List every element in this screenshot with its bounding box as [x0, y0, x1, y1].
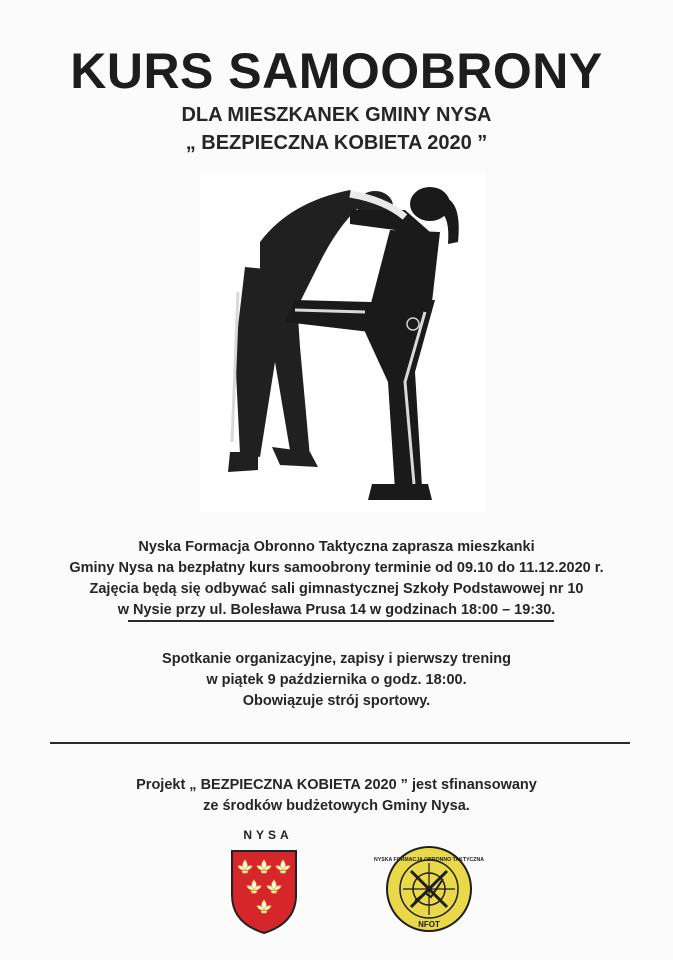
meeting-info-line: Obowiązuje strój sportowy.	[242, 693, 431, 709]
poster-subtitle-project: „ BEZPIECZNA KOBIETA 2020 ”	[185, 132, 488, 154]
poster-title: KURS SAMOOBRONY	[70, 43, 603, 99]
meeting-info-line: Spotkanie organizacyjne, zapisy i pierwszy trening	[162, 651, 511, 667]
poster-subtitle-audience: DLA MIESZKANEK GMINY NYSA	[181, 104, 492, 126]
badge-arc-text: NYSKA FORMACJA OBRONNO TAKTYCZNA	[374, 857, 484, 863]
self-defense-photo	[200, 172, 485, 512]
badge-abbr: NFOT	[418, 920, 440, 929]
funding-note	[40, 775, 633, 817]
course-info-line: Gminy Nysa na bezpłatny kurs samoobrony terminie od 09.10 do 11.12.2020 r.	[69, 560, 604, 576]
funding-note-line: Projekt „ BEZPIECZNA KOBIETA 2020 ” jest sfinansowany	[136, 777, 537, 793]
meeting-info	[40, 649, 633, 712]
nfot-badge-icon	[374, 845, 484, 933]
meeting-info-line: w piątek 9 października o godz. 18:00.	[206, 672, 467, 688]
divider	[50, 742, 630, 744]
course-info	[40, 537, 633, 621]
nysa-coat-of-arms-icon	[226, 845, 302, 935]
course-info-line: Nyska Formacja Obronno Taktyczna zaprasza mieszkanki	[138, 539, 535, 555]
crest-label: NYSA	[243, 828, 293, 842]
self-defense-photo-graphic	[200, 172, 485, 512]
divider	[128, 620, 554, 622]
course-info-line: w Nysie przy ul. Bolesława Prusa 14 w godzinach 18:00 – 19:30.	[117, 602, 556, 618]
course-info-line: Zajęcia będą się odbywać sali gimnastycznej Szkoły Podstawowej nr 10	[89, 581, 584, 597]
funding-note-line: ze środków budżetowych Gminy Nysa.	[203, 798, 470, 814]
